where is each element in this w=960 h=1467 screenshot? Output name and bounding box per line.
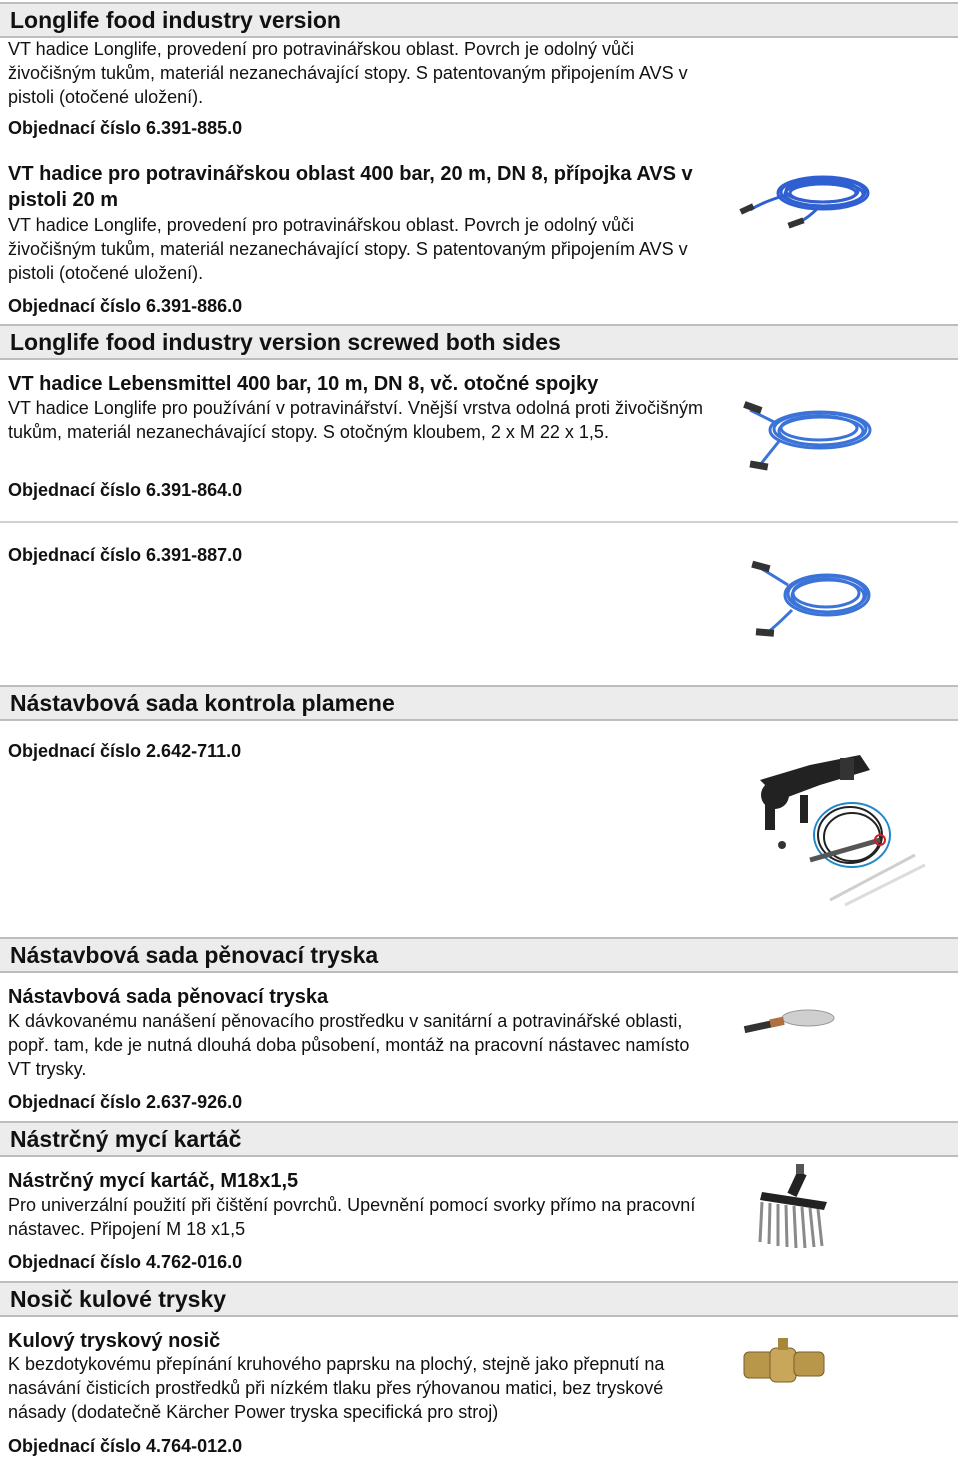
order-number: Objednací číslo 4.764-012.0: [8, 1436, 243, 1456]
section-heading-foam-nozzle-kit: [0, 937, 958, 973]
order-number: Objednací číslo 6.391-864.0: [8, 480, 243, 500]
product-description: Pro univerzální použití při čištění povrchů. Upevnění pomocí svorky přímo na pracovní nástavec. Připojení M 18 x1,5: [8, 1195, 696, 1239]
section-heading-ball-nozzle-holder: [0, 1281, 958, 1317]
section-heading-text: Longlife food industry version: [10, 7, 341, 33]
product-title: VT hadice Lebensmittel 400 bar, 10 m, DN 8, vč. otočné spojky: [8, 373, 599, 395]
product-description: K bezdotykovému přepínání kruhového paprsku na plochý, stejně jako přepnutí na nasávání čisticích prostředků při nízkém tlaku přes rýhovanou matici, bez tryskové násady (dodatečně Kärcher Power tryska specifická pro stroj): [8, 1354, 665, 1422]
foam-nozzle-image: [740, 1000, 840, 1045]
section-heading-wash-brush: [0, 1121, 958, 1157]
section-heading-longlife-food: [0, 2, 958, 38]
product-description: VT hadice Longlife pro používání v potravinářství. Vnější vrstva odolná proti živočišným tukům, materiál nezanechávající stopy. S otočným kloubem, 2 x M 22 x 1,5.: [8, 398, 704, 442]
wash-brush-image: [752, 1162, 837, 1257]
section-heading-flame-control-kit: [0, 685, 958, 721]
section-heading-text: Nástavbová sada kontrola plamene: [10, 690, 395, 716]
hose-reel-image: [742, 555, 882, 645]
order-number: Objednací číslo 4.762-016.0: [8, 1252, 243, 1272]
ball-nozzle-holder-image: [742, 1338, 827, 1393]
product-title: Nástavbová sada pěnovací tryska: [8, 986, 329, 1008]
product-description: VT hadice Longlife, provedení pro potravinářskou oblast. Povrch je odolný vůči živočišným tukům, materiál nezanechávající stopy. S patentovaným připojením AVS v pistoli (otočené uložení).: [8, 39, 688, 107]
order-number: Objednací číslo 6.391-887.0: [8, 545, 243, 565]
hose-reel-avs-image: [738, 168, 873, 238]
flame-control-kit-image: [740, 740, 930, 910]
product-description: K dávkovanému nanášení pěnovacího prostředku v sanitární a potravinářské oblasti, popř. tam, kde je nutná dlouhá doba působení, montáž na pracovní nástavec namísto VT trysky.: [8, 1011, 690, 1079]
order-number: Objednací číslo 2.637-926.0: [8, 1092, 243, 1112]
section-heading-text: Nástrčný mycí kartáč: [10, 1126, 242, 1152]
section-heading-text: Nástavbová sada pěnovací tryska: [10, 942, 379, 968]
hose-reel-image: [740, 390, 880, 480]
product-title: VT hadice pro potravinářskou oblast 400 bar, 20 m, DN 8, přípojka AVS v pistoli 20 m: [8, 163, 693, 211]
section-divider: [0, 521, 958, 523]
section-heading-screwed-both-sides: [0, 324, 958, 360]
order-number: Objednací číslo 6.391-886.0: [8, 296, 243, 316]
product-title: Kulový tryskový nosič: [8, 1330, 221, 1352]
product-description: VT hadice Longlife, provedení pro potravinářskou oblast. Povrch je odolný vůči živočišným tukům, materiál nezanechávající stopy. S patentovaným připojením AVS v pistoli (otočené uložení).: [8, 215, 688, 283]
order-number: Objednací číslo 2.642-711.0: [8, 741, 242, 761]
section-heading-text: Longlife food industry version screwed both sides: [10, 329, 561, 355]
product-title: Nástrčný mycí kartáč, M18x1,5: [8, 1170, 299, 1192]
order-number: Objednací číslo 6.391-885.0: [8, 118, 243, 138]
section-heading-text: Nosič kulové trysky: [10, 1286, 227, 1312]
